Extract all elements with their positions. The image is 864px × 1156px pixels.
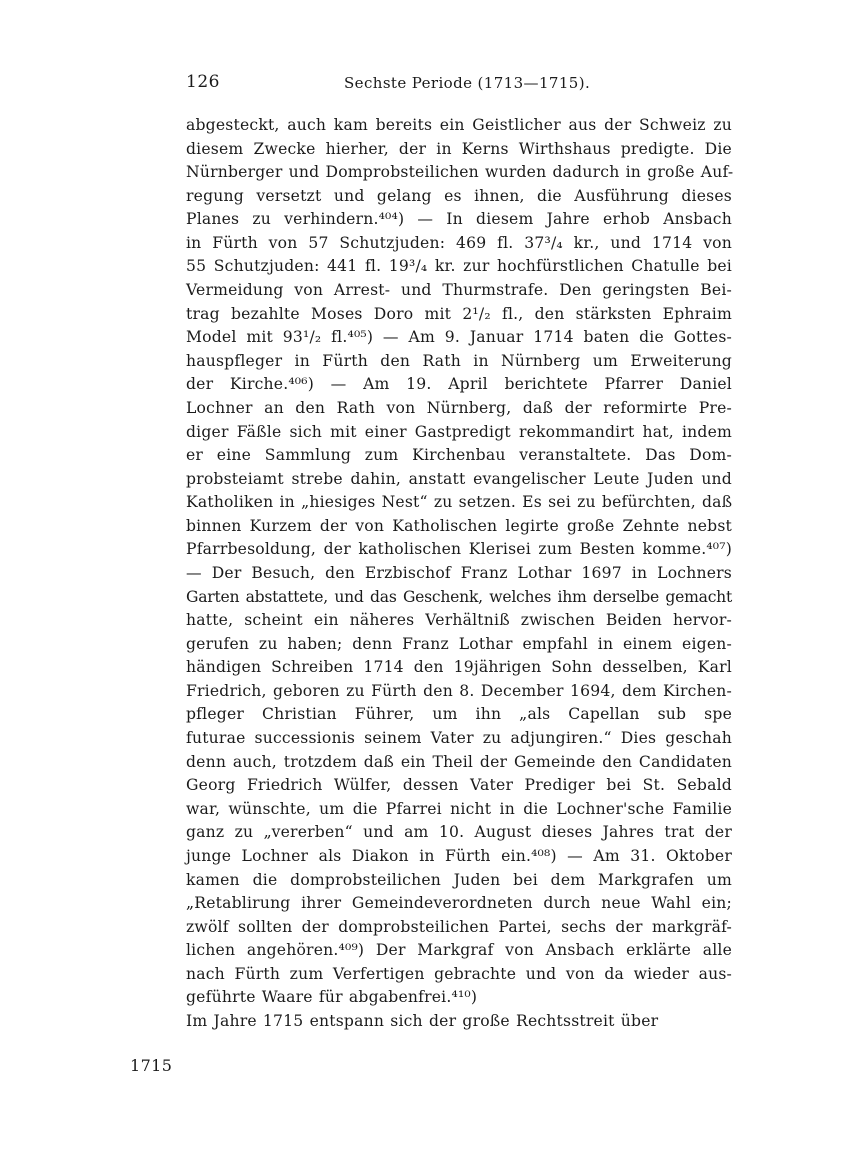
running-head: Sechste Periode (1713—1715). xyxy=(344,74,591,92)
text-line: junge Lochner als Diakon in Fürth ein.⁴⁰⁸) — Am 31. Oktober xyxy=(186,846,732,865)
text-line: binnen Kurzem der von Katholischen legirte große Zehnte nebst xyxy=(186,516,732,535)
text-line: diger Fäßle sich mit einer Gastpredigt rekommandirt hat, indem xyxy=(186,422,732,441)
text-line: Friedrich, geboren zu Fürth den 8. December 1694, dem Kirchen- xyxy=(186,681,732,700)
text-line: pfleger Christian Führer, um ihn „als Capellan sub spe xyxy=(186,705,732,724)
text-line: war, wünschte, um die Pfarrei nicht in die Lochner'sche Familie xyxy=(186,799,732,818)
text-line: Nürnberger und Domprobsteilichen wurden dadurch in große Auf- xyxy=(186,163,734,182)
text-line: Lochner an den Rath von Nürnberg, daß der reformirte Pre- xyxy=(186,398,732,417)
text-line: futurae successionis seinem Vater zu adjungiren.“ Dies geschah xyxy=(186,729,732,748)
text-line: hauspfleger in Fürth den Rath in Nürnberg um Erweiterung xyxy=(186,351,732,370)
text-line: probsteiamt strebe dahin, anstatt evangelischer Leute Juden und xyxy=(186,469,732,488)
text-line: Georg Friedrich Wülfer, dessen Vater Prediger bei St. Sebald xyxy=(186,776,732,795)
text-line: er eine Sammlung zum Kirchenbau veranstaltete. Das Dom- xyxy=(186,446,732,465)
text-line: geführte Waare für abgabenfrei.⁴¹⁰) xyxy=(186,988,478,1007)
text-line: händigen Schreiben 1714 den 19jährigen Sohn desselben, Karl xyxy=(186,658,732,677)
text-line: gerufen zu haben; denn Franz Lothar empfahl in einem eigen- xyxy=(186,634,732,653)
text-line: regung versetzt und gelang es ihnen, die Ausführung dieses xyxy=(186,186,732,205)
text-line: — Der Besuch, den Erzbischof Franz Lothar 1697 in Lochners xyxy=(186,563,732,582)
text-line: Pfarrbesoldung, der katholischen Klerisei zum Besten komme.⁴⁰⁷) xyxy=(186,540,732,559)
text-line: Planes zu verhindern.⁴⁰⁴) — In diesem Jahre erhob Ansbach xyxy=(186,210,732,229)
text-line: Garten abstattete, und das Geschenk, welches ihm derselbe gemacht xyxy=(186,587,732,606)
body-text xyxy=(186,114,732,1034)
text-line: nach Fürth zum Verfertigen gebrachte und von da wieder aus- xyxy=(186,964,732,983)
text-line: „Retablirung ihrer Gemeindeverordneten durch neue Wahl ein; xyxy=(186,894,732,913)
text-line: Vermeidung von Arrest- und Thurmstrafe. Den geringsten Bei- xyxy=(186,281,732,300)
margin-year-note: 1715 xyxy=(130,1056,173,1075)
text-line: in Fürth von 57 Schutzjuden: 469 fl. 37³/₄ kr., und 1714 von xyxy=(186,233,732,252)
text-line: ganz zu „vererben“ und am 10. August dieses Jahres trat der xyxy=(186,823,732,842)
text-line: kamen die domprobsteilichen Juden bei dem Markgrafen um xyxy=(186,870,732,889)
text-line: Model mit 93¹/₂ fl.⁴⁰⁵) — Am 9. Januar 1714 baten die Gottes- xyxy=(186,328,732,347)
text-line: abgesteckt, auch kam bereits ein Geistlicher aus der Schweiz zu xyxy=(186,116,732,134)
page-header xyxy=(186,72,731,102)
text-line: der Kirche.⁴⁰⁶) — Am 19. April berichtete Pfarrer Daniel xyxy=(186,375,732,394)
text-line: diesem Zwecke hierher, der in Kerns Wirthshaus predigte. Die xyxy=(186,139,732,158)
text-line: zwölf sollten der domprobsteilichen Partei, sechs der markgräf- xyxy=(186,917,732,936)
text-line: Katholiken in „hiesiges Nest“ zu setzen. Es sei zu befürchten, daß xyxy=(186,493,733,512)
text-line: 55 Schutzjuden: 441 fl. 19³/₄ kr. zur hochfürstlichen Chatulle bei xyxy=(186,257,732,276)
text-line: hatte, scheint ein näheres Verhältniß zwischen Beiden hervor- xyxy=(186,611,732,630)
text-line: lichen angehören.⁴⁰⁹) Der Markgraf von Ansbach erklärte alle xyxy=(186,941,732,960)
text-line: denn auch, trotzdem daß ein Theil der Gemeinde den Candidaten xyxy=(186,752,732,771)
text-line: Im Jahre 1715 entspann sich der große Rechtsstreit über xyxy=(186,1011,659,1030)
page-number: 126 xyxy=(186,72,220,92)
text-line: trag bezahlte Moses Doro mit 2¹/₂ fl., den stärksten Ephraim xyxy=(186,304,732,323)
